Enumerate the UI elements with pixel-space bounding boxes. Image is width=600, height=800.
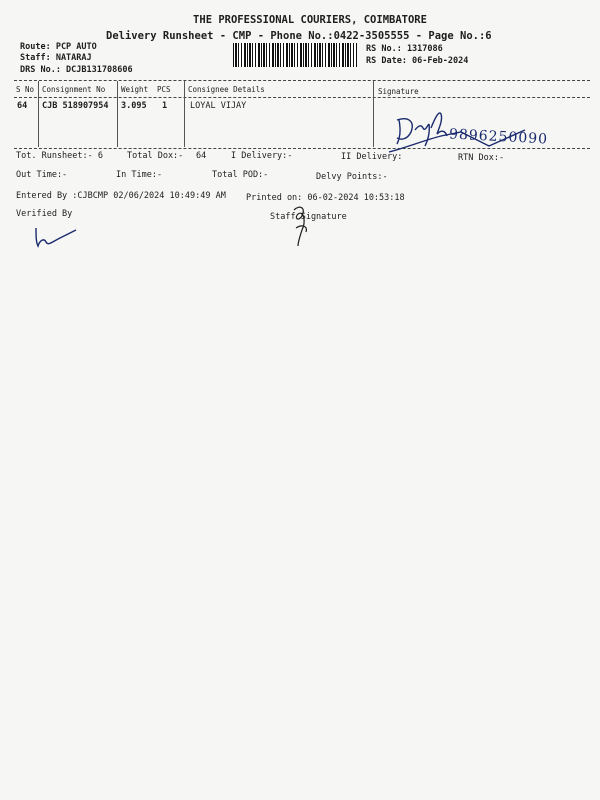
staff-signature-icon <box>286 200 316 250</box>
i-delivery: I Delivery:- <box>231 151 293 161</box>
printed-on: Printed on: 06-02-2024 10:53:18 <box>246 193 405 203</box>
col-consignment: Consignment No <box>42 85 106 94</box>
col-pcs: PCS <box>157 85 171 94</box>
route-label: Route: PCP AUTO <box>20 42 97 52</box>
verifier-signature-icon <box>30 222 80 252</box>
delvy-points: Delvy Points:- <box>316 172 388 182</box>
in-time: In Time:- <box>116 170 163 180</box>
col-signature: Signature <box>378 87 419 96</box>
rtn-dox: RTN Dox:- <box>458 153 505 163</box>
barcode <box>233 43 357 67</box>
staff-label: Staff: NATARAJ <box>20 53 92 63</box>
total-pod: Total POD:- <box>212 170 269 180</box>
table-header-rule <box>14 97 590 98</box>
drs-number: DRS No.: DCJB131708606 <box>20 65 133 75</box>
rs-date: RS Date: 06-Feb-2024 <box>366 56 469 66</box>
col-sno: S No <box>16 85 35 94</box>
handwritten-phone: 9896250090 <box>448 126 549 148</box>
runsheet-subtitle: Delivery Runsheet - CMP - Phone No.:0422-3505555 - Page No.:6 <box>106 30 492 42</box>
row-consignment: CJB 518907954 <box>42 101 109 111</box>
ii-delivery: II Delivery: <box>341 152 403 162</box>
table-top-rule <box>14 80 590 81</box>
entered-by: Entered By :CJBCMP 02/06/2024 10:49:49 AM <box>16 191 226 201</box>
tot-runsheet: Tot. Runsheet:- 6 <box>16 151 103 161</box>
row-weight: 3.095 <box>121 101 147 111</box>
row-pcs: 1 <box>162 101 168 111</box>
total-dox-label: Total Dox:- <box>127 151 184 161</box>
row-sno: 64 <box>17 101 28 111</box>
col-consignee: Consignee Details <box>188 85 265 94</box>
verified-by: Verified By <box>16 209 73 219</box>
row-consignee: LOYAL VIJAY <box>190 101 247 111</box>
col-weight: Weight <box>121 85 149 94</box>
rs-number: RS No.: 1317086 <box>366 44 443 54</box>
total-dox-value: 64 <box>196 151 207 161</box>
company-title: THE PROFESSIONAL COURIERS, COIMBATORE <box>193 14 427 26</box>
staff-signature-label: Staff Signature <box>270 212 347 222</box>
out-time: Out Time:- <box>16 170 68 180</box>
